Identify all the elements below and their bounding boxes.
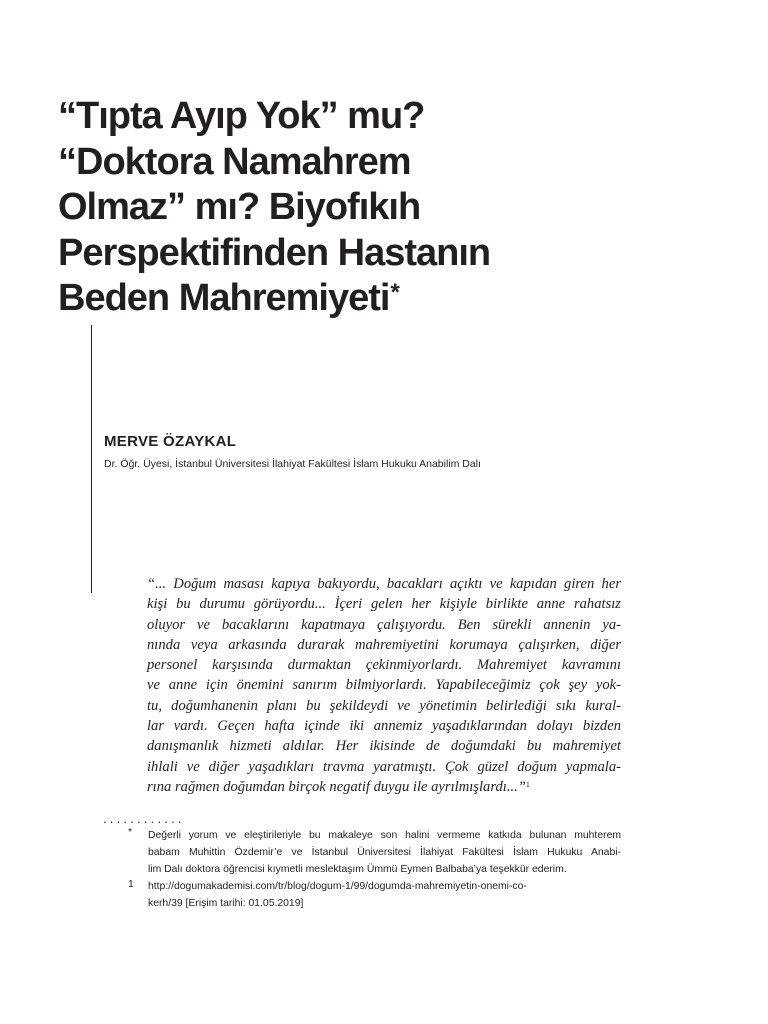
epigraph-quote [147, 574, 621, 797]
title-line: “Tıpta Ayıp Yok” mu? [58, 95, 425, 137]
quote-line: nında veya arkasında durarak mahremiyetini korumaya çalışırken, diğer [147, 636, 621, 653]
footnote-line: babam Muhittin Özdemir’e ve İstanbul Üniversitesi İlahiyat Fakültesi İslam Hukuku Anabi- [148, 847, 621, 858]
quote-line: tu, doğumhanenin planı bu şekildeydi ve yönetimin belirlediği sıkı kural- [147, 697, 621, 714]
quote-line: ve anne için önemini sanırım bilmiyorlardı. Yapabileceğimiz çok şey yok- [147, 677, 621, 694]
quote-line [147, 777, 621, 797]
quote-line: “... Doğum masası kapıya bakıyordu, bacakları açıktı ve kapıdan giren her [147, 576, 621, 592]
author-affiliation: Dr. Öğr. Üyesi, İstanbul Üniversitesi İlahiyat Fakültesi İslam Hukuku Anabilim Dalı [104, 458, 481, 470]
title-line [58, 276, 618, 322]
title-line: “Doktora Namahrem [58, 140, 411, 183]
footnote-item [104, 878, 621, 912]
footnote-link[interactable]: http://dogumakademisi.com/tr/blog/dogum-1/99/dogumda-mahremiyetin-onemi-co- [148, 881, 527, 892]
footnote-separator: ............ [103, 811, 185, 826]
author-name: MERVE ÖZAYKAL [104, 433, 237, 450]
footnote-line: Değerli yorum ve eleştirileriyle bu makaleye son halini vermeme katkıda bulunan muhterem [148, 830, 621, 841]
footnote-line: lim Dalı doktora öğrencisi kıymetli meslektaşım Ümmü Eymen Balbaba’ya teşekkür ederim. [148, 864, 567, 875]
vertical-rule [91, 325, 92, 593]
quote-line-text: rına rağmen doğumdan birçok negatif duygu ile ayrılmışlardı...” [147, 778, 526, 795]
quote-line: oluyor ve bacaklarını kapatmaya çalışıyordu. Ben sürekli annenin ya- [147, 616, 621, 633]
footnote-marker: 1 [128, 879, 134, 890]
footnote-item [104, 827, 621, 878]
quote-line: lar vardı. Geçen hafta içinde iki annemiz yaşadıklarından dolayı bizden [147, 718, 621, 735]
quote-line: danışmanlık hizmeti aldılar. Her ikisinde de doğumdaki bu mahremiyet [147, 738, 621, 755]
quote-line: ihlali ve diğer yaşadıkları travma yaratmıştı. Çok güzel doğum yapmala- [147, 758, 621, 775]
article-title [58, 94, 618, 322]
title-line: Perspektifinden Hastanın [58, 231, 491, 274]
title-footnote-marker[interactable]: * [390, 279, 399, 306]
quote-footnote-marker[interactable]: 1 [525, 779, 530, 789]
quote-line: personel karşısında durmaktan çekinmiyorlardı. Mahremiyet kavramını [147, 657, 621, 674]
title-line: Olmaz” mı? Biyofıkıh [58, 186, 421, 228]
footnote-line: kerh/39 [Erişim tarihi: 01.05.2019] [148, 898, 304, 909]
title-line-text: Beden Mahremiyeti [58, 277, 390, 319]
footnote-marker: * [128, 827, 133, 838]
quote-line: kişi bu durumu görüyordu... İçeri gelen her kişiyle birlikte anne rahatsız [147, 596, 621, 613]
